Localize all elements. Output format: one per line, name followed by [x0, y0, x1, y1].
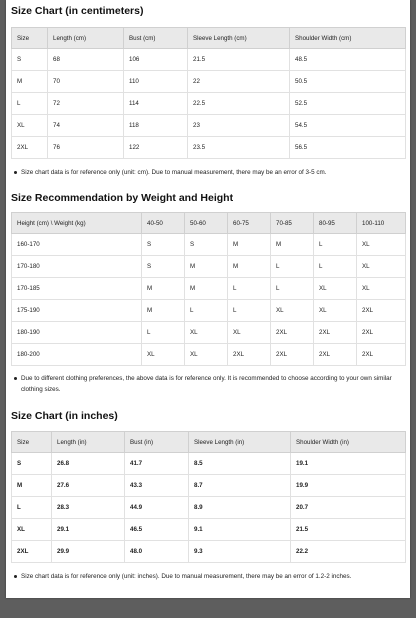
cm-size-cell: 74 [48, 115, 124, 137]
cm-size-cell: 22 [188, 71, 290, 93]
cm-size-cell: 72 [48, 93, 124, 115]
cm-size-header-cell: Bust (cm) [124, 28, 188, 49]
recommendation-cell: L [228, 278, 271, 300]
recommendation-row [12, 278, 406, 300]
inch-size-cell: M [12, 475, 52, 497]
recommendation-cell: 160-170 [12, 234, 142, 256]
inch-size-cell: 21.5 [291, 519, 406, 541]
recommendation-cell: M [228, 256, 271, 278]
recommendation-cell: M [228, 234, 271, 256]
cm-size-cell: M [12, 71, 48, 93]
inch-size-header-cell: Length (in) [52, 432, 125, 453]
cm-size-cell: 23.5 [188, 137, 290, 159]
inch-size-cell: 29.1 [52, 519, 125, 541]
inch-size-row [12, 541, 406, 563]
recommendation-cell: M [185, 256, 228, 278]
inch-size-cell: 20.7 [291, 497, 406, 519]
cm-size-cell: 48.5 [290, 49, 406, 71]
cm-size-cell: 23 [188, 115, 290, 137]
inch-size-header-cell: Bust (in) [125, 432, 189, 453]
recommendation-cell: XL [314, 300, 357, 322]
inch-size-cell: 48.0 [125, 541, 189, 563]
recommendation-cell: 2XL [271, 344, 314, 366]
cm-size-cell: 122 [124, 137, 188, 159]
recommendation-cell: M [142, 300, 185, 322]
recommendation-row [12, 256, 406, 278]
cm-size-cell: 118 [124, 115, 188, 137]
inch-size-cell: 28.3 [52, 497, 125, 519]
recommendation-cell: 170-185 [12, 278, 142, 300]
cm-size-cell: XL [12, 115, 48, 137]
recommendation-header-cell: 80-95 [314, 213, 357, 234]
recommendation-header-cell: 40-50 [142, 213, 185, 234]
recommendation-cell: 170-180 [12, 256, 142, 278]
recommendation-title: Size Recommendation by Weight and Height [11, 192, 234, 204]
recommendation-cell: L [228, 300, 271, 322]
recommendation-cell: S [142, 234, 185, 256]
recommendation-row [12, 300, 406, 322]
recommendation-header-cell: 60-75 [228, 213, 271, 234]
size-guide-sheet [6, 0, 410, 598]
inch-chart-note [14, 571, 406, 582]
recommendation-header-cell: 100-110 [357, 213, 406, 234]
cm-size-cell: 76 [48, 137, 124, 159]
cm-size-cell: 21.5 [188, 49, 290, 71]
recommendation-cell: S [185, 234, 228, 256]
cm-size-cell: 56.5 [290, 137, 406, 159]
inch-size-cell: 29.9 [52, 541, 125, 563]
inch-size-cell: 22.2 [291, 541, 406, 563]
bullet-icon [14, 377, 17, 380]
inch-chart-note-text: Size chart data is for reference only (unit: inches). Due to manual measurement, there may be an error of 1.2-2 inches. [21, 573, 352, 580]
recommendation-note [14, 373, 406, 395]
recommendation-cell: L [271, 278, 314, 300]
recommendation-row [12, 344, 406, 366]
cm-size-header-cell: Sleeve Length (cm) [188, 28, 290, 49]
recommendation-cell: 2XL [357, 300, 406, 322]
recommendation-table [11, 212, 406, 366]
cm-size-cell: 2XL [12, 137, 48, 159]
recommendation-cell: 2XL [271, 322, 314, 344]
cm-size-row [12, 137, 406, 159]
recommendation-cell: XL [357, 234, 406, 256]
inch-size-cell: 43.3 [125, 475, 189, 497]
recommendation-cell: 180-200 [12, 344, 142, 366]
recommendation-cell: 2XL [357, 344, 406, 366]
recommendation-cell: XL [314, 278, 357, 300]
inch-size-header-cell: Shoulder Width (in) [291, 432, 406, 453]
inch-size-row [12, 475, 406, 497]
recommendation-cell: M [142, 278, 185, 300]
recommendation-cell: 2XL [314, 322, 357, 344]
recommendation-cell: XL [357, 278, 406, 300]
inch-size-header-cell: Size [12, 432, 52, 453]
inch-size-cell: 26.8 [52, 453, 125, 475]
inch-size-cell: S [12, 453, 52, 475]
recommendation-cell: 2XL [357, 322, 406, 344]
recommendation-cell: XL [271, 300, 314, 322]
inch-size-cell: 9.1 [189, 519, 291, 541]
cm-size-header-cell: Length (cm) [48, 28, 124, 49]
recommendation-cell: L [314, 234, 357, 256]
cm-size-cell: 106 [124, 49, 188, 71]
recommendation-header-cell: 70-85 [271, 213, 314, 234]
inch-size-chart-title: Size Chart (in inches) [11, 410, 118, 422]
cm-chart-note [14, 167, 406, 178]
recommendation-cell: L [271, 256, 314, 278]
inch-size-cell: XL [12, 519, 52, 541]
cm-size-header-cell: Size [12, 28, 48, 49]
recommendation-cell: S [142, 256, 185, 278]
inch-size-cell: 41.7 [125, 453, 189, 475]
cm-size-row [12, 71, 406, 93]
recommendation-cell: 180-190 [12, 322, 142, 344]
cm-size-cell: 22.5 [188, 93, 290, 115]
recommendation-cell: 175-190 [12, 300, 142, 322]
recommendation-note-text: Due to different clothing preferences, the above data is for reference only. It is recommended to choose according to your own similar clothing sizes. [21, 375, 392, 393]
cm-size-cell: 68 [48, 49, 124, 71]
inch-size-row [12, 519, 406, 541]
recommendation-cell: M [271, 234, 314, 256]
cm-size-cell: 70 [48, 71, 124, 93]
recommendation-cell: XL [357, 256, 406, 278]
cm-size-cell: 110 [124, 71, 188, 93]
inch-size-cell: 8.9 [189, 497, 291, 519]
inch-size-cell: 8.5 [189, 453, 291, 475]
inch-size-table [11, 431, 406, 563]
recommendation-cell: L [142, 322, 185, 344]
recommendation-cell: XL [228, 322, 271, 344]
recommendation-cell: L [314, 256, 357, 278]
recommendation-cell: XL [142, 344, 185, 366]
inch-size-cell: 8.7 [189, 475, 291, 497]
cm-size-cell: S [12, 49, 48, 71]
cm-size-cell: 114 [124, 93, 188, 115]
cm-size-cell: L [12, 93, 48, 115]
cm-size-row [12, 115, 406, 137]
recommendation-cell: L [185, 300, 228, 322]
inch-size-cell: 19.9 [291, 475, 406, 497]
inch-size-cell: 27.6 [52, 475, 125, 497]
recommendation-header-cell: Height (cm) \ Weight (kg) [12, 213, 142, 234]
cm-size-row [12, 49, 406, 71]
recommendation-row [12, 234, 406, 256]
recommendation-cell: M [185, 278, 228, 300]
cm-size-row [12, 93, 406, 115]
bullet-icon [14, 171, 17, 174]
inch-size-cell: 2XL [12, 541, 52, 563]
bullet-icon [14, 575, 17, 578]
cm-size-chart-title: Size Chart (in centimeters) [11, 5, 144, 17]
recommendation-cell: 2XL [314, 344, 357, 366]
cm-size-cell: 52.5 [290, 93, 406, 115]
inch-size-row [12, 453, 406, 475]
inch-size-cell: 9.3 [189, 541, 291, 563]
recommendation-row [12, 322, 406, 344]
recommendation-header-cell: 50-60 [185, 213, 228, 234]
cm-size-header-cell: Shoulder Width (cm) [290, 28, 406, 49]
inch-size-row [12, 497, 406, 519]
inch-size-cell: 44.9 [125, 497, 189, 519]
recommendation-cell: 2XL [228, 344, 271, 366]
inch-size-cell: 46.5 [125, 519, 189, 541]
cm-size-cell: 54.5 [290, 115, 406, 137]
cm-size-cell: 50.5 [290, 71, 406, 93]
inch-size-cell: L [12, 497, 52, 519]
inch-size-cell: 19.1 [291, 453, 406, 475]
inch-size-header-cell: Sleeve Length (in) [189, 432, 291, 453]
cm-chart-note-text: Size chart data is for reference only (unit: cm). Due to manual measurement, there may be an error of 3-5 cm. [21, 169, 327, 176]
recommendation-cell: XL [185, 344, 228, 366]
recommendation-cell: XL [185, 322, 228, 344]
cm-size-table [11, 27, 406, 159]
